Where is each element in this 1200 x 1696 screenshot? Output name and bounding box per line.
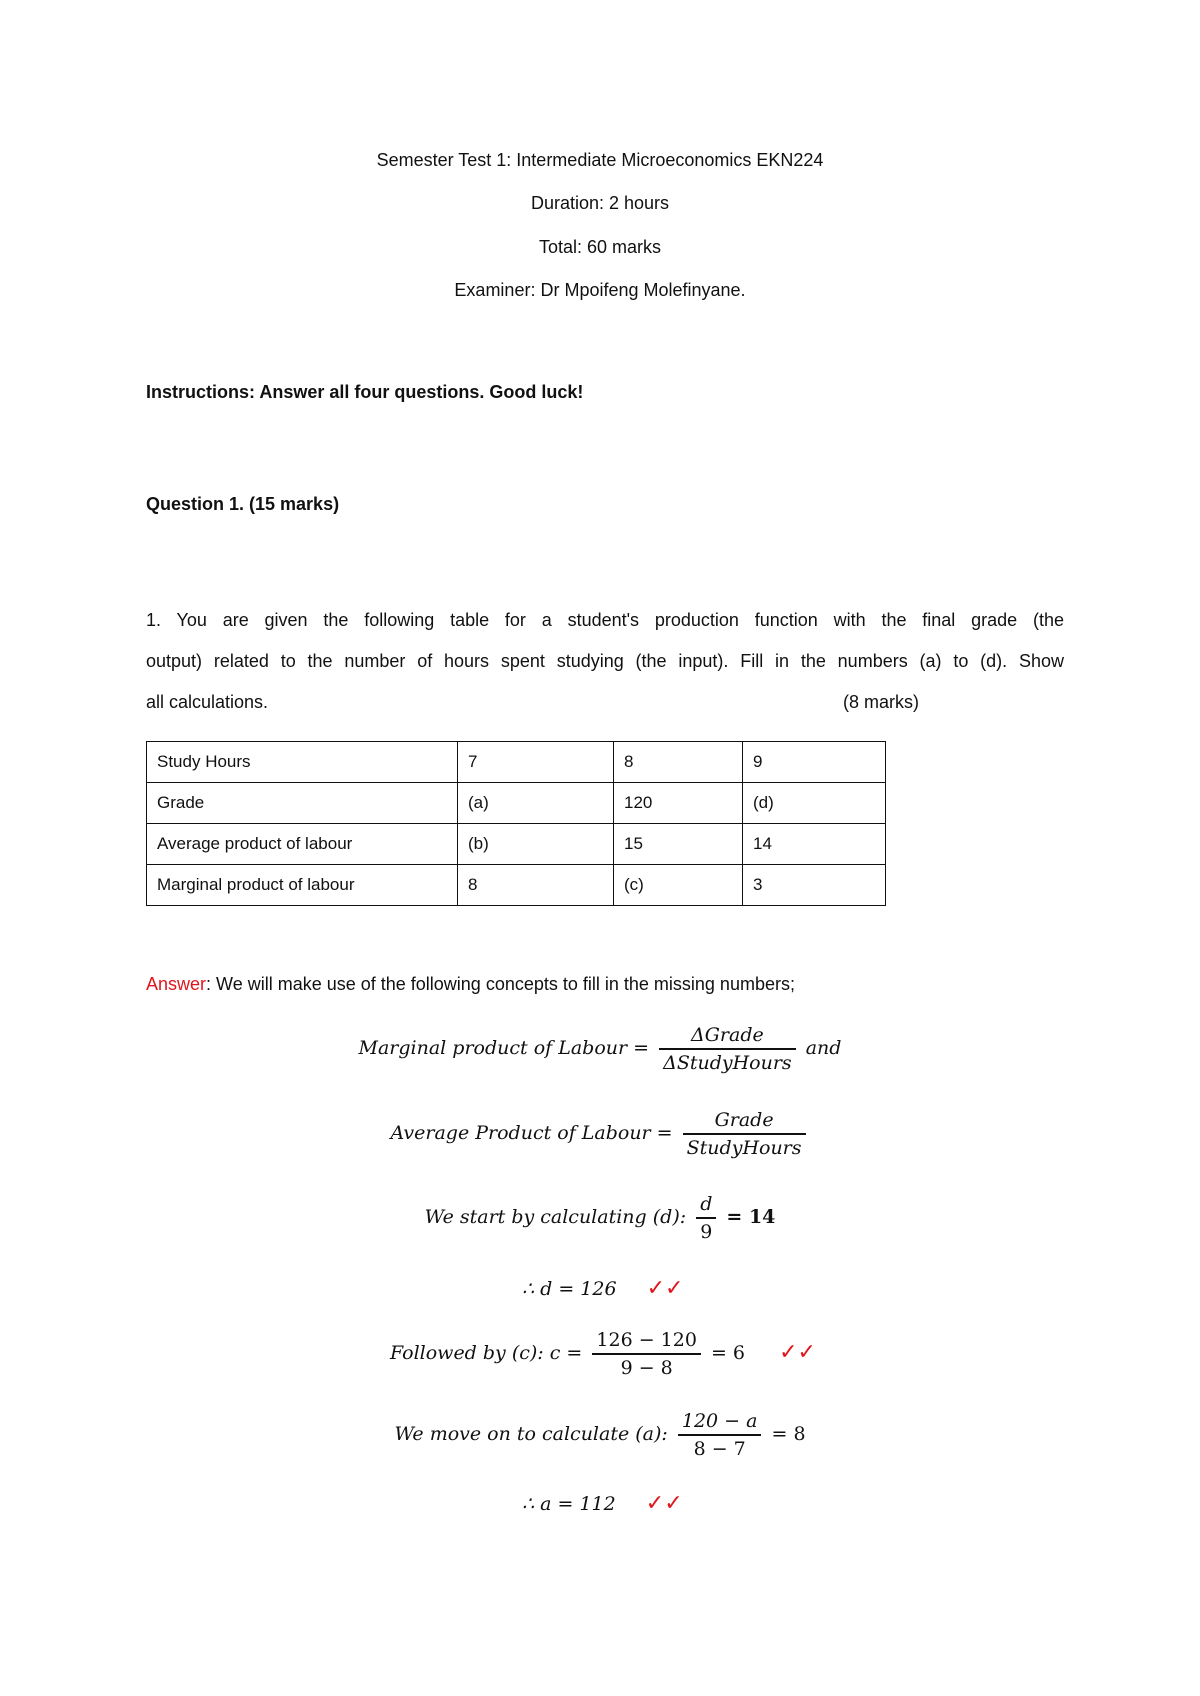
table-cell: Marginal product of labour [147,865,458,906]
table-row [147,865,886,906]
apl-formula [0,1109,1200,1159]
table-cell: Study Hours [147,742,458,783]
production-table [146,741,886,906]
table-cell: 8 [614,742,743,783]
step-d-formula [0,1193,1200,1243]
table-cell: 3 [743,865,886,906]
answer-intro [146,974,795,994]
step-d-lhs: We start by calculating (d): [424,1206,687,1228]
step-a-formula [0,1410,1200,1460]
apl-denominator: StudyHours [686,1137,802,1159]
check-mark-icon: ✓✓ [645,1491,683,1516]
question-1-text-line3: all calculations. [146,692,269,712]
step-d-numerator: d [696,1193,716,1219]
table-cell: 14 [743,824,886,865]
table-cell: 7 [458,742,614,783]
table-cell: (b) [458,824,614,865]
question-1-text-line2: output) related to the number of hours spent studying (the input). Fill in the numbers (a) to (d). Show [146,651,1064,671]
table-cell: (a) [458,783,614,824]
question-1-heading: Question 1. (15 marks) [146,494,340,514]
total-marks-text: Total: 60 marks [538,237,662,257]
mpl-denominator: ΔStudyHours [663,1052,792,1074]
table-cell: Average product of labour [147,824,458,865]
result-d [522,1276,683,1301]
check-mark-icon: ✓✓ [646,1276,684,1301]
check-mark-icon: ✓✓ [779,1340,816,1365]
answer-intro-text: : We will make use of the following concepts to fill in the missing numbers; [206,974,795,994]
step-c-numerator: 126 − 120 [592,1329,701,1355]
result-a [522,1491,683,1516]
table-row [147,824,886,865]
apl-lhs: Average Product of Labour = [390,1122,673,1144]
step-d-rhs: = 14 [726,1206,776,1228]
step-a-rhs: = 8 [771,1423,806,1445]
step-a-lhs: We move on to calculate (a): [394,1423,668,1445]
question-1-marks: (8 marks) [843,692,919,712]
table-cell: 9 [743,742,886,783]
mpl-formula [0,1024,1200,1074]
table-cell: 15 [614,824,743,865]
step-c-denominator: 9 − 8 [620,1357,673,1379]
apl-numerator: Grade [683,1109,806,1135]
table-row [147,783,886,824]
step-a-denominator: 8 − 7 [693,1438,746,1460]
result-d-text: ∴ d = 126 [522,1278,617,1300]
instructions-text: Instructions: Answer all four questions. Good luck! [146,382,584,402]
step-c-formula [390,1329,816,1379]
table-cell: (d) [743,783,886,824]
answer-label: Answer [146,974,207,994]
table-row [147,742,886,783]
table-cell: 120 [614,783,743,824]
step-c-rhs: = 6 [710,1342,746,1364]
table-cell: (c) [614,865,743,906]
table-cell: 8 [458,865,614,906]
step-d-denominator: 9 [700,1221,713,1243]
step-a-numerator: 120 − a [678,1410,762,1436]
mpl-and: and [805,1037,842,1059]
step-c-lhs: Followed by (c): c = [390,1342,583,1364]
mpl-numerator: ΔGrade [659,1024,796,1050]
question-1-text-line1: 1. You are given the following table for a student's production function with the final grade (the [146,610,1064,630]
result-a-text: ∴ a = 112 [522,1493,616,1515]
examiner-text: Examiner: Dr Mpoifeng Molefinyane. [454,280,746,300]
duration-text: Duration: 2 hours [530,193,670,213]
test-title: Semester Test 1: Intermediate Microeconomics EKN224 [376,150,824,170]
table-cell: Grade [147,783,458,824]
mpl-lhs: Marginal product of Labour = [358,1037,650,1059]
